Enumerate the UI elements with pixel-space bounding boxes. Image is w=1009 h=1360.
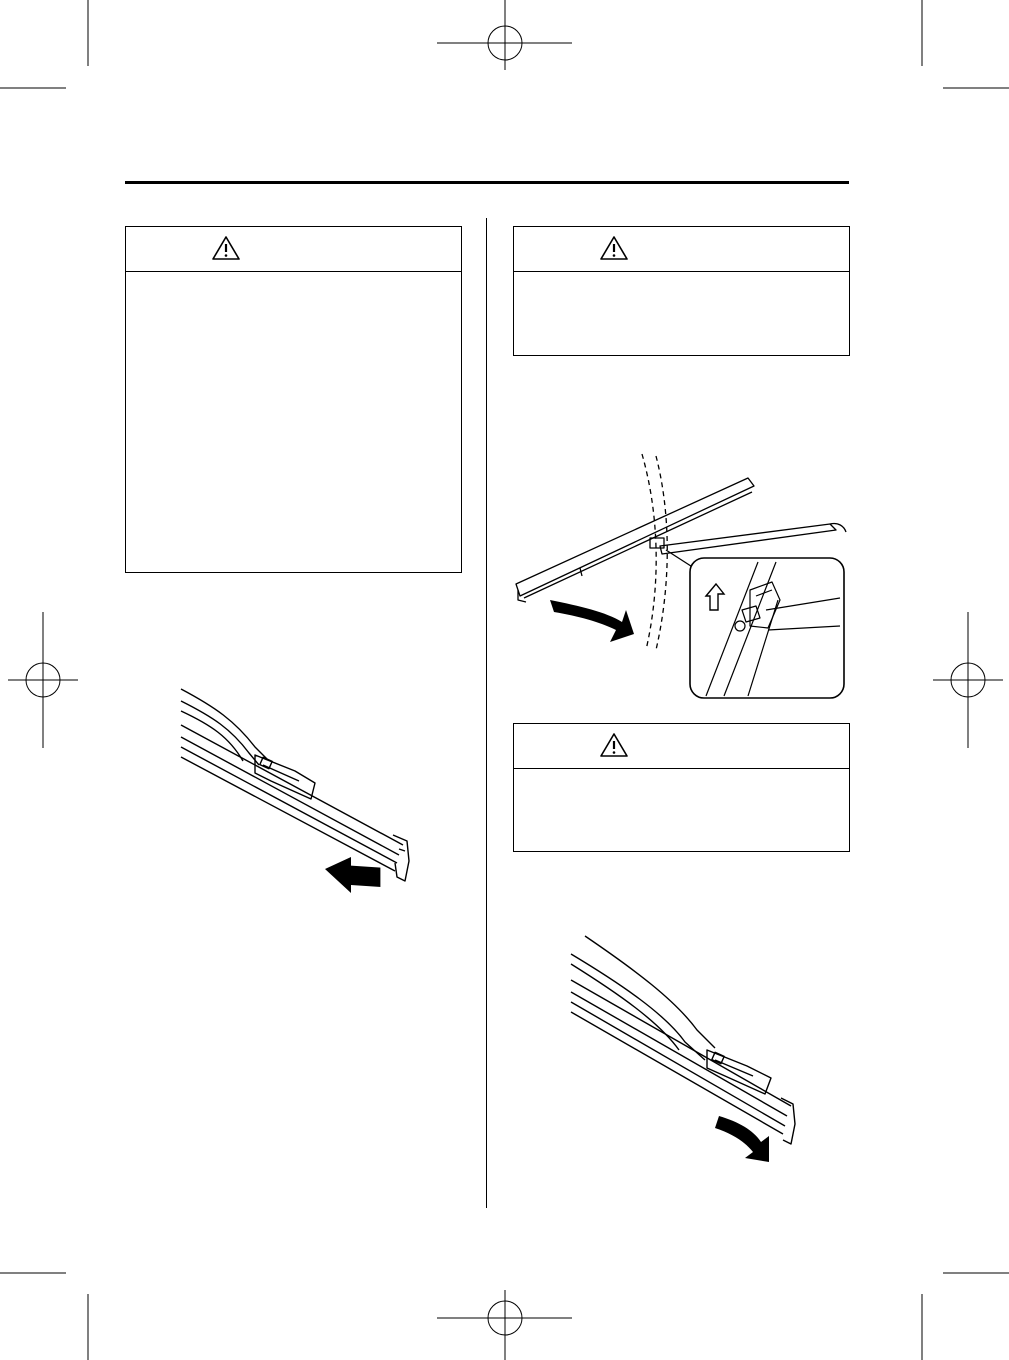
warning-triangle-icon xyxy=(599,732,629,758)
caution-header xyxy=(126,227,461,272)
header-rule xyxy=(125,181,849,184)
caution-body xyxy=(126,272,461,292)
caution-box-right-middle xyxy=(513,723,850,852)
caution-body xyxy=(514,769,849,789)
push-arrow-icon xyxy=(325,857,381,893)
pull-arrow-icon xyxy=(715,1116,769,1162)
wiper-blade-release-clip-illustration xyxy=(510,450,850,700)
wiper-blade-remove-arrow-illustration xyxy=(565,930,815,1170)
caution-header xyxy=(514,227,849,272)
warning-triangle-icon xyxy=(599,235,629,261)
rotate-arrow-icon xyxy=(550,600,634,642)
wiper-blade-insert-arrow-illustration xyxy=(175,685,435,915)
warning-triangle-icon xyxy=(211,235,241,261)
caution-box-left xyxy=(125,226,462,573)
column-divider xyxy=(486,218,487,1208)
caution-header xyxy=(514,724,849,769)
caution-body xyxy=(514,272,849,292)
caution-box-right-top xyxy=(513,226,850,356)
